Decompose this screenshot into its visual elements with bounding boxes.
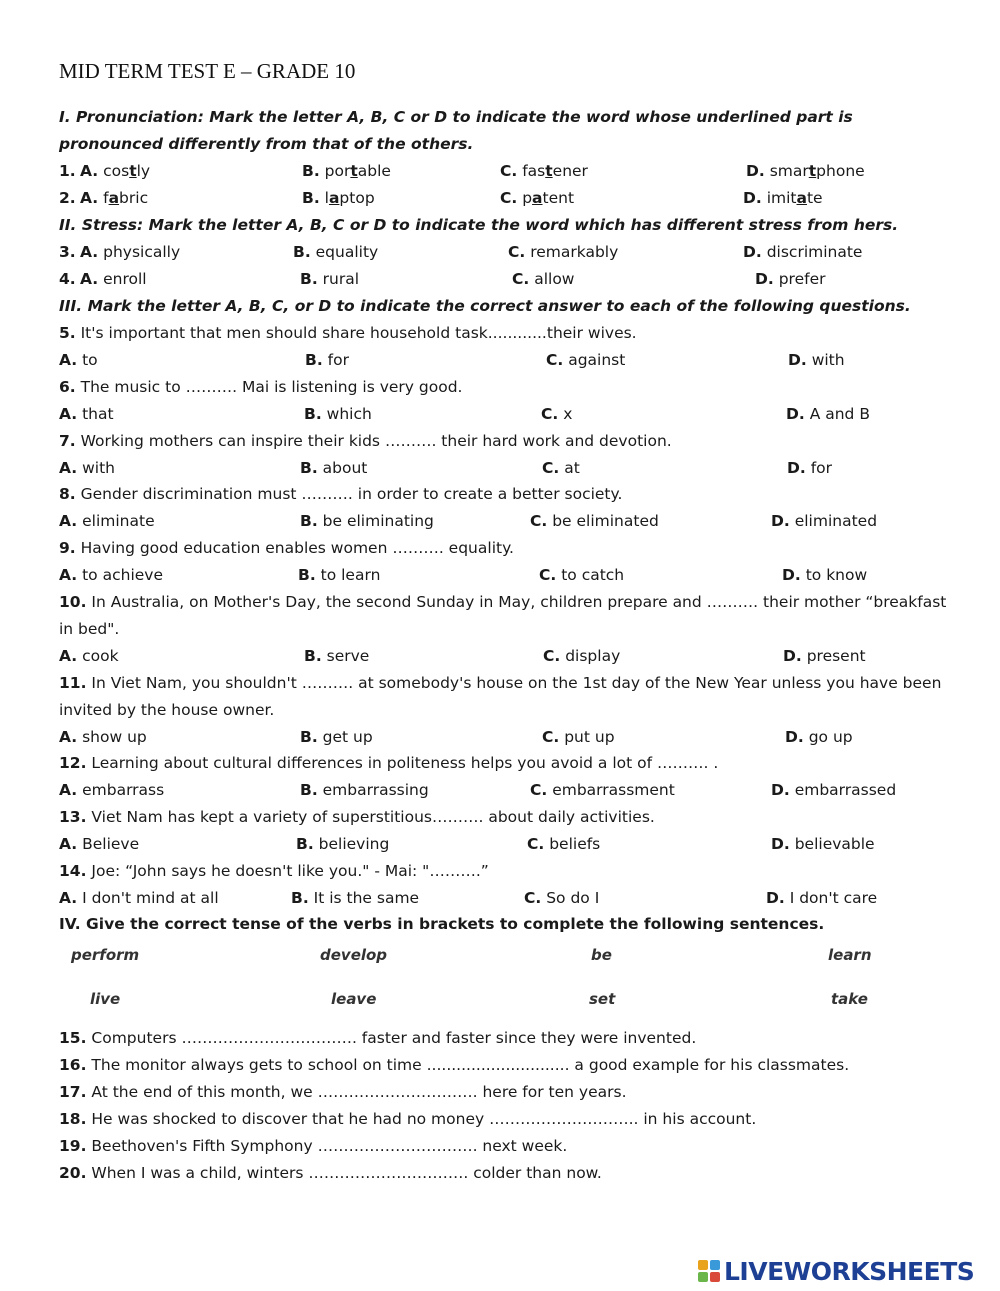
- question-4: [59, 269, 76, 289]
- q2-option-b[interactable]: [302, 188, 375, 208]
- option-letter: A.: [80, 270, 99, 288]
- liveworksheets-logo: [698, 1256, 974, 1286]
- question-17[interactable]: [59, 1082, 627, 1102]
- q10-option-c[interactable]: [543, 646, 620, 666]
- option-text: embarrass: [82, 781, 165, 799]
- q2-option-d[interactable]: [743, 188, 823, 208]
- question-number: 11.: [59, 674, 87, 692]
- question-8-stem: [59, 484, 622, 504]
- underlined-part: t: [350, 162, 358, 180]
- question-number: 6.: [59, 378, 76, 396]
- q4-option-d[interactable]: [755, 269, 825, 289]
- option-text: smar: [769, 162, 809, 180]
- question-7-stem: [59, 431, 672, 451]
- q14-option-d[interactable]: [766, 888, 877, 908]
- question-number: 1.: [59, 162, 76, 180]
- q1-option-a[interactable]: [80, 161, 150, 181]
- option-text: embarrassment: [552, 781, 675, 799]
- question-text: Working mothers can inspire their kids ………. their hard work and devotion.: [75, 432, 672, 450]
- question-number: 4.: [59, 270, 76, 288]
- question-text: Beethoven's Fifth Symphony …………………………. next week.: [86, 1137, 568, 1155]
- option-letter: C.: [512, 270, 530, 288]
- q1-option-b[interactable]: [302, 161, 391, 181]
- q6-option-b[interactable]: [304, 404, 372, 424]
- question-text: At the end of this month, we …………………………. here for ten years.: [86, 1083, 627, 1101]
- q4-option-a[interactable]: [80, 269, 147, 289]
- question-11-stem: [59, 673, 941, 693]
- q8-option-c[interactable]: [530, 511, 659, 531]
- option-text: eliminated: [794, 512, 878, 530]
- option-letter: D.: [788, 351, 807, 369]
- q5-option-c[interactable]: [546, 350, 625, 370]
- question-5-stem: [59, 323, 637, 343]
- q8-option-d[interactable]: [771, 511, 877, 531]
- q6-option-a[interactable]: [59, 404, 114, 424]
- option-text: imit: [766, 189, 797, 207]
- q3-option-a[interactable]: [80, 242, 180, 262]
- question-text: In Australia, on Mother's Day, the second Sunday in May, children prepare and ………. their mother “breakfast: [86, 593, 947, 611]
- option-text: x: [563, 405, 573, 423]
- question-number: 9.: [59, 539, 76, 557]
- word-bank-item: be: [591, 946, 612, 964]
- q1-option-d[interactable]: [746, 161, 865, 181]
- option-text: I don't care: [789, 889, 878, 907]
- question-number: 19.: [59, 1137, 87, 1155]
- option-text: get up: [322, 728, 373, 746]
- q13-option-b[interactable]: [296, 834, 389, 854]
- underlined-part: t: [545, 162, 553, 180]
- option-letter: A.: [59, 835, 78, 853]
- q14-option-a[interactable]: [59, 888, 219, 908]
- question-15[interactable]: [59, 1028, 696, 1048]
- option-text: bric: [119, 189, 149, 207]
- q9-option-c[interactable]: [539, 565, 624, 585]
- option-text: f: [103, 189, 109, 207]
- option-text: Believe: [82, 835, 140, 853]
- option-letter: C.: [530, 781, 548, 799]
- option-text: display: [565, 647, 621, 665]
- option-letter: C.: [542, 728, 560, 746]
- q14-option-c[interactable]: [524, 888, 599, 908]
- question-number: 20.: [59, 1164, 87, 1182]
- question-18[interactable]: [59, 1109, 756, 1129]
- question-text: Joe: “John says he doesn't like you." - Mai: "……….”: [86, 862, 489, 880]
- q9-option-a[interactable]: [59, 565, 163, 585]
- q6-option-c[interactable]: [541, 404, 572, 424]
- option-letter: B.: [296, 835, 314, 853]
- option-text: A and B: [809, 405, 870, 423]
- option-letter: C.: [539, 566, 557, 584]
- q5-option-d[interactable]: [788, 350, 845, 370]
- underlined-part: t: [808, 162, 817, 180]
- option-letter: B.: [300, 781, 318, 799]
- option-letter: B.: [300, 512, 318, 530]
- word-bank-item: learn: [828, 946, 872, 964]
- option-letter: A.: [59, 728, 78, 746]
- option-letter: C.: [527, 835, 545, 853]
- question-14-stem: [59, 861, 489, 881]
- question-text: The music to ………. Mai is listening is very good.: [75, 378, 463, 396]
- option-text: for: [327, 351, 349, 369]
- option-letter: D.: [787, 459, 806, 477]
- q3-option-c[interactable]: [508, 242, 618, 262]
- option-letter: B.: [293, 243, 311, 261]
- question-13-stem: [59, 807, 655, 827]
- section-2-heading: II. Stress: Mark the letter A, B, C or D to indicate the word which has different stress from hers.: [59, 216, 899, 234]
- q13-option-c[interactable]: [527, 834, 600, 854]
- logo-blocks-icon: [698, 1260, 720, 1282]
- word-bank-item: perform: [71, 946, 140, 964]
- option-letter: D.: [771, 512, 790, 530]
- option-text: embarrassed: [794, 781, 897, 799]
- question-text: Computers ……………………………. faster and faster since they were invented.: [86, 1029, 697, 1047]
- option-letter: D.: [771, 835, 790, 853]
- option-letter: C.: [500, 162, 518, 180]
- option-text: ptop: [339, 189, 375, 207]
- question-2: [59, 188, 76, 208]
- q2-option-c[interactable]: [500, 188, 574, 208]
- option-letter: A.: [80, 243, 99, 261]
- option-text: allow: [534, 270, 575, 288]
- option-letter: C.: [543, 647, 561, 665]
- option-letter: A.: [59, 566, 78, 584]
- section-3-heading: III. Mark the letter A, B, C, or D to indicate the correct answer to each of the following questions.: [59, 297, 911, 315]
- option-letter: D.: [746, 162, 765, 180]
- option-letter: C.: [542, 459, 560, 477]
- option-letter: B.: [302, 162, 320, 180]
- option-text: cook: [82, 647, 119, 665]
- option-letter: D.: [785, 728, 804, 746]
- question-16[interactable]: [59, 1055, 849, 1075]
- option-letter: A.: [59, 351, 78, 369]
- underlined-part: a: [328, 189, 340, 207]
- option-letter: A.: [59, 647, 78, 665]
- question-number: 5.: [59, 324, 76, 342]
- question-6-stem: [59, 377, 462, 397]
- option-text: against: [568, 351, 626, 369]
- option-text: por: [324, 162, 351, 180]
- option-letter: B.: [300, 270, 318, 288]
- option-text: able: [357, 162, 391, 180]
- option-text: It is the same: [313, 889, 420, 907]
- question-text: Having good education enables women ………. equality.: [75, 539, 514, 557]
- section-1-heading-line1: I. Pronunciation: Mark the letter A, B, C or D to indicate the word whose underlined part is: [59, 108, 853, 126]
- option-text: eliminate: [82, 512, 155, 530]
- underlined-part: a: [532, 189, 543, 207]
- option-letter: C.: [524, 889, 542, 907]
- option-text: I don't mind at all: [82, 889, 219, 907]
- option-letter: A.: [59, 405, 78, 423]
- q11-option-a[interactable]: [59, 727, 147, 747]
- option-letter: C.: [530, 512, 548, 530]
- q11-option-d[interactable]: [785, 727, 853, 747]
- q9-option-d[interactable]: [782, 565, 867, 585]
- q5-option-b[interactable]: [305, 350, 349, 370]
- question-number: 8.: [59, 485, 76, 503]
- question-text: Learning about cultural differences in politeness helps you avoid a lot of ………. .: [86, 754, 719, 772]
- option-letter: D.: [783, 647, 802, 665]
- question-number: 15.: [59, 1029, 87, 1047]
- option-text: enroll: [103, 270, 147, 288]
- question-text: The monitor always gets to school on time ............................. a good example for his classmates.: [86, 1056, 850, 1074]
- option-text: go up: [808, 728, 853, 746]
- option-letter: D.: [771, 781, 790, 799]
- q3-option-d[interactable]: [743, 242, 862, 262]
- question-10-stem: [59, 592, 946, 612]
- question-text: It's important that men should share household task............their wives.: [75, 324, 637, 342]
- section-4-heading: IV. Give the correct tense of the verbs in brackets to complete the following sentences.: [59, 915, 825, 933]
- underlined-part: t: [129, 162, 137, 180]
- option-text: present: [806, 647, 866, 665]
- q7-option-c[interactable]: [542, 458, 580, 478]
- option-letter: C.: [541, 405, 559, 423]
- option-text: with: [811, 351, 845, 369]
- q4-option-b[interactable]: [300, 269, 359, 289]
- q8-option-a[interactable]: [59, 511, 155, 531]
- q12-option-c[interactable]: [530, 780, 675, 800]
- question-number: 3.: [59, 243, 76, 261]
- question-20[interactable]: [59, 1163, 602, 1183]
- option-letter: A.: [80, 189, 99, 207]
- option-text: to: [82, 351, 98, 369]
- option-letter: A.: [59, 889, 78, 907]
- option-text: be eliminating: [322, 512, 434, 530]
- option-letter: D.: [743, 243, 762, 261]
- question-10-stem-cont: in bed".: [59, 620, 120, 638]
- option-letter: D.: [786, 405, 805, 423]
- option-text: discriminate: [766, 243, 863, 261]
- word-bank-item: live: [90, 990, 121, 1008]
- underlined-part: a: [796, 189, 807, 207]
- option-text: to achieve: [82, 566, 163, 584]
- q5-option-a[interactable]: [59, 350, 98, 370]
- option-text: te: [806, 189, 823, 207]
- option-text: tent: [542, 189, 575, 207]
- question-1: [59, 161, 76, 181]
- option-text: about: [322, 459, 368, 477]
- q4-option-c[interactable]: [512, 269, 574, 289]
- underlined-part: a: [108, 189, 120, 207]
- q11-option-b[interactable]: [300, 727, 373, 747]
- option-text: ly: [136, 162, 151, 180]
- option-letter: D.: [782, 566, 801, 584]
- option-text: ener: [552, 162, 588, 180]
- page-title: MID TERM TEST E – GRADE 10: [59, 59, 356, 83]
- word-bank-item: take: [831, 990, 868, 1008]
- question-text: Viet Nam has kept a variety of superstitious………. about daily activities.: [86, 808, 655, 826]
- option-text: So do I: [546, 889, 600, 907]
- q6-option-d[interactable]: [786, 404, 870, 424]
- option-letter: C.: [508, 243, 526, 261]
- question-9-stem: [59, 538, 514, 558]
- q7-option-d[interactable]: [787, 458, 832, 478]
- option-text: fas: [522, 162, 546, 180]
- option-text: with: [82, 459, 115, 477]
- option-letter: C.: [546, 351, 564, 369]
- option-text: equality: [315, 243, 379, 261]
- word-bank-item: set: [589, 990, 616, 1008]
- option-text: phone: [816, 162, 865, 180]
- option-text: show up: [82, 728, 147, 746]
- question-11-stem-cont: invited by the house owner.: [59, 701, 275, 719]
- option-text: for: [810, 459, 833, 477]
- option-letter: D.: [743, 189, 762, 207]
- option-text: to know: [805, 566, 868, 584]
- option-letter: B.: [304, 647, 322, 665]
- option-text: physically: [103, 243, 181, 261]
- question-text: When I was a child, winters …………………………. colder than now.: [86, 1164, 602, 1182]
- question-number: 17.: [59, 1083, 87, 1101]
- question-12-stem: [59, 753, 718, 773]
- option-text: to learn: [320, 566, 381, 584]
- logo-text: LIVEWORKSHEETS: [724, 1256, 975, 1286]
- question-text: He was shocked to discover that he had no money ……………………….. in his account.: [86, 1110, 757, 1128]
- question-number: 7.: [59, 432, 76, 450]
- option-letter: C.: [500, 189, 518, 207]
- question-19[interactable]: [59, 1136, 567, 1156]
- q7-option-a[interactable]: [59, 458, 115, 478]
- option-letter: A.: [59, 459, 78, 477]
- option-text: p: [522, 189, 533, 207]
- q2-option-a[interactable]: [80, 188, 148, 208]
- option-text: that: [82, 405, 114, 423]
- option-text: l: [324, 189, 329, 207]
- option-text: which: [326, 405, 372, 423]
- option-text: serve: [326, 647, 370, 665]
- option-text: cos: [103, 162, 130, 180]
- option-letter: A.: [59, 781, 78, 799]
- q8-option-b[interactable]: [300, 511, 434, 531]
- option-text: be eliminated: [552, 512, 659, 530]
- q13-option-d[interactable]: [771, 834, 875, 854]
- question-number: 2.: [59, 189, 76, 207]
- question-number: 16.: [59, 1056, 87, 1074]
- option-letter: B.: [298, 566, 316, 584]
- q13-option-a[interactable]: [59, 834, 139, 854]
- option-letter: B.: [302, 189, 320, 207]
- option-text: prefer: [778, 270, 826, 288]
- option-text: put up: [564, 728, 615, 746]
- question-number: 13.: [59, 808, 87, 826]
- option-letter: B.: [291, 889, 309, 907]
- q9-option-b[interactable]: [298, 565, 380, 585]
- option-text: embarrassing: [322, 781, 429, 799]
- option-letter: B.: [305, 351, 323, 369]
- q10-option-a[interactable]: [59, 646, 119, 666]
- option-text: believing: [318, 835, 390, 853]
- q7-option-b[interactable]: [300, 458, 367, 478]
- option-letter: D.: [755, 270, 774, 288]
- question-number: 12.: [59, 754, 87, 772]
- option-letter: A.: [80, 162, 99, 180]
- option-text: beliefs: [549, 835, 601, 853]
- q10-option-d[interactable]: [783, 646, 866, 666]
- option-letter: B.: [300, 459, 318, 477]
- word-bank-item: develop: [320, 946, 388, 964]
- section-1-heading-line2: pronounced differently from that of the others.: [59, 135, 474, 153]
- q1-option-c[interactable]: [500, 161, 588, 181]
- option-text: believable: [794, 835, 875, 853]
- q10-option-b[interactable]: [304, 646, 369, 666]
- word-bank-item: leave: [331, 990, 377, 1008]
- question-text: Gender discrimination must ………. in order to create a better society.: [75, 485, 623, 503]
- option-letter: B.: [300, 728, 318, 746]
- q12-option-d[interactable]: [771, 780, 896, 800]
- q11-option-c[interactable]: [542, 727, 615, 747]
- option-letter: A.: [59, 512, 78, 530]
- q3-option-b[interactable]: [293, 242, 378, 262]
- option-text: rural: [322, 270, 360, 288]
- q14-option-b[interactable]: [291, 888, 419, 908]
- question-number: 10.: [59, 593, 87, 611]
- question-number: 18.: [59, 1110, 87, 1128]
- q12-option-a[interactable]: [59, 780, 164, 800]
- option-text: remarkably: [530, 243, 619, 261]
- option-letter: D.: [766, 889, 785, 907]
- option-letter: B.: [304, 405, 322, 423]
- q12-option-b[interactable]: [300, 780, 429, 800]
- option-text: to catch: [561, 566, 625, 584]
- question-number: 14.: [59, 862, 87, 880]
- option-text: at: [564, 459, 580, 477]
- question-text: In Viet Nam, you shouldn't ………. at somebody's house on the 1st day of the New Year unless you have been: [86, 674, 942, 692]
- question-3: [59, 242, 76, 262]
